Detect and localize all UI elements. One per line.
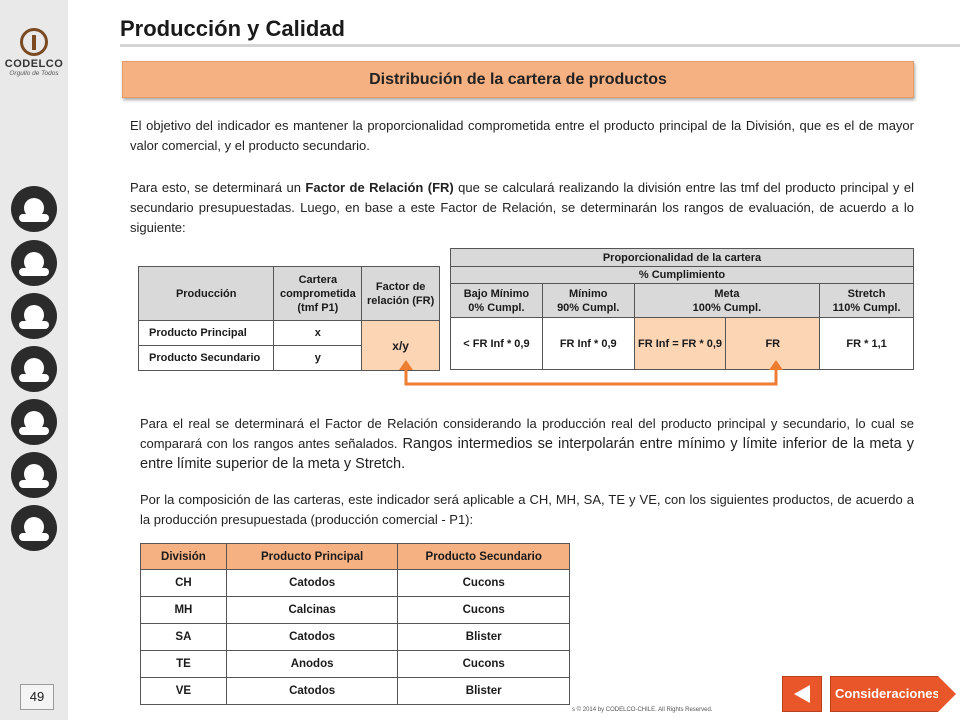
col-header-portfolio: Cartera comprometida (tmf P1) — [274, 267, 362, 321]
col-bajo-minimo — [451, 284, 543, 318]
factor-ratio: x/y — [362, 321, 440, 371]
cell-division: MH — [141, 597, 227, 624]
sidebar — [0, 0, 68, 720]
row-value-secondary: y — [274, 346, 362, 371]
p3-pre: Para el real se determinará el Factor de Relación considerando la producción real del producto principal y secundario, lo cual se comparará con los rangos antes señalados. — [140, 416, 914, 451]
codelco-logo — [4, 28, 64, 77]
lightbulb-hand-icon[interactable] — [11, 452, 57, 498]
col-meta — [634, 284, 820, 318]
col-minimo — [542, 284, 634, 318]
handshake-icon[interactable] — [11, 240, 57, 286]
cell-secondary: Cucons — [398, 597, 570, 624]
back-button[interactable] — [782, 676, 822, 712]
row-label-secondary: Producto Secundario — [139, 346, 274, 371]
cell-principal: Calcinas — [226, 597, 398, 624]
col-stretch — [820, 284, 914, 318]
title-divider — [120, 44, 960, 47]
table-row — [141, 624, 570, 651]
value-meta-inf: FR Inf = FR * 0,9 — [634, 318, 726, 370]
p2-bold: Factor de Relación (FR) — [305, 180, 454, 195]
heart-hand-icon[interactable] — [11, 186, 57, 232]
col-header-principal: Producto Principal — [226, 544, 398, 570]
cell-division: CH — [141, 570, 227, 597]
p3-big: Rangos intermedios se interpolarán entre mínimo y límite inferior de la meta y entre límite superior de la meta y Stretch. — [140, 436, 914, 472]
paragraph-objective: El objetivo del indicador es mantener la proporcionalidad comprometida entre el producto principal de la División, que es el de mayor valor comercial, y el producto secundario. — [130, 118, 914, 153]
cell-secondary: Cucons — [398, 570, 570, 597]
next-button[interactable]: Consideraciones — [830, 676, 938, 712]
value-bajo-minimo: < FR Inf * 0,9 — [451, 318, 543, 370]
row-label-principal: Producto Principal — [139, 321, 274, 346]
cell-secondary: Cucons — [398, 651, 570, 678]
copyright-notice: s © 2014 by CODELCO-CHILE. All Rights Reserved. — [572, 707, 713, 713]
paragraph-composition: Por la composición de las carteras, este indicador será aplicable a CH, MH, SA, TE y VE, con los siguientes productos, de acuerdo a la producción presupuestada (producción comercial - P1): — [140, 492, 914, 527]
cell-principal: Anodos — [226, 651, 398, 678]
value-stretch: FR * 1,1 — [820, 318, 914, 370]
col-stretch-label: Stretch — [847, 287, 886, 300]
cell-division: TE — [141, 651, 227, 678]
award-hand-icon[interactable] — [11, 293, 57, 339]
leaf-hand-icon[interactable] — [11, 505, 57, 551]
section-banner: Distribución de la cartera de productos — [122, 61, 914, 98]
p2-post: que se calculará realizando la división entre las tmf del producto principal y el secundario presupuestadas. Luego, en base a este Factor de Relación, se determinarán los rangos de evaluación, de acuerdo a lo siguiente: — [130, 180, 914, 235]
table-row — [141, 651, 570, 678]
cell-principal: Catodos — [226, 570, 398, 597]
col-header-production: Producción — [139, 267, 274, 321]
team-hands-icon[interactable] — [11, 346, 57, 392]
col-bajo-minimo-label: Bajo Mínimo — [463, 287, 530, 300]
cell-division: SA — [141, 624, 227, 651]
ok-hand-icon[interactable] — [11, 399, 57, 445]
production-table — [138, 266, 440, 371]
compliance-subtitle: % Cumplimiento — [451, 267, 914, 284]
value-meta-fr: FR — [726, 318, 820, 370]
logo-brand: CODELCO — [4, 58, 64, 70]
table-row — [141, 570, 570, 597]
col-stretch-sub: 110% Cumpl. — [832, 301, 901, 314]
codelco-emblem-icon — [20, 28, 48, 56]
proportionality-table — [450, 248, 914, 370]
arrow-head-left — [399, 360, 413, 370]
paragraph-real — [140, 414, 914, 474]
table-row — [141, 597, 570, 624]
value-minimo: FR Inf * 0,9 — [542, 318, 634, 370]
arrow-head-right — [769, 360, 783, 370]
col-meta-label: Meta — [714, 287, 740, 300]
paragraph-factor — [130, 178, 914, 238]
col-header-secondary: Producto Secundario — [398, 544, 570, 570]
table-row — [141, 678, 570, 705]
row-value-principal: x — [274, 321, 362, 346]
col-minimo-sub: 90% Cumpl. — [557, 301, 620, 314]
col-minimo-label: Mínimo — [568, 287, 608, 300]
proportionality-title: Proporcionalidad de la cartera — [451, 249, 914, 267]
cell-principal: Catodos — [226, 678, 398, 705]
connector-line — [406, 368, 776, 384]
division-products-table — [140, 543, 570, 705]
cell-secondary: Blister — [398, 678, 570, 705]
col-meta-sub: 100% Cumpl. — [692, 301, 762, 314]
page-number: 49 — [20, 684, 54, 710]
cell-division: VE — [141, 678, 227, 705]
p2-pre: Para esto, se determinará un — [130, 180, 306, 195]
page-title: Producción y Calidad — [120, 16, 345, 41]
col-bajo-minimo-sub: 0% Cumpl. — [468, 301, 525, 314]
logo-tagline: Orgullo de Todos — [9, 70, 59, 77]
col-header-factor: Factor de relación (FR) — [362, 267, 440, 321]
cell-secondary: Blister — [398, 624, 570, 651]
col-header-division: División — [141, 544, 227, 570]
cell-principal: Catodos — [226, 624, 398, 651]
connector-arrow — [398, 358, 788, 390]
